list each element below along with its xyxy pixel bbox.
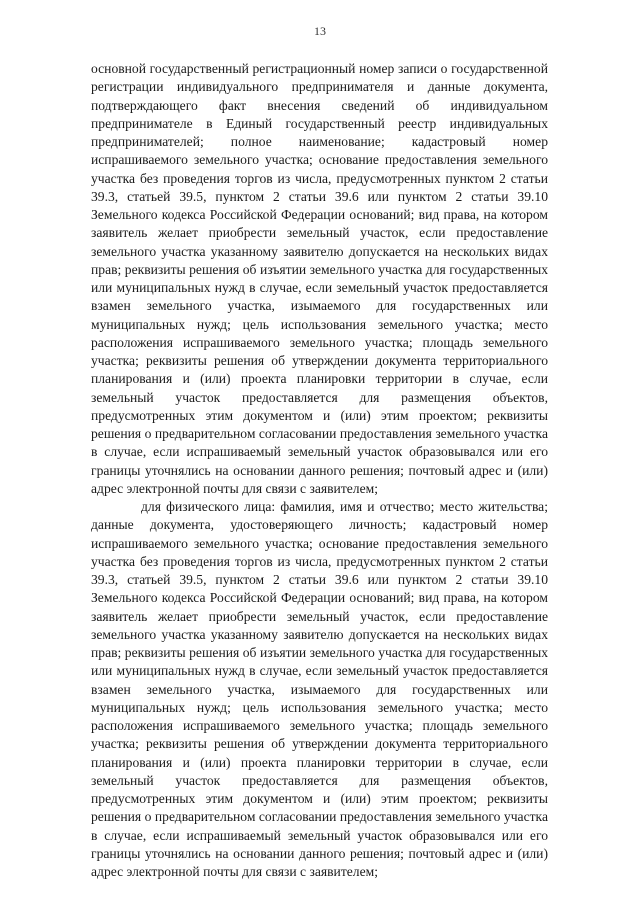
paragraph-continuation: основной государственный регистрационный номер записи о государственной регистрации индивидуального предпринимателя и данные документа, подтверждающего факт внесения сведений об индивидуальном предпринимателе в Единый государственный реестр индивидуальных предпринимателей; полное наименование; кадастровый номер испрашиваемого земельного участка; основание предоставления земельного участка без проведения торгов из числа, предусмотренных пунктом 2 статьи 39.3, статьей 39.5, пунктом 2 статьи 39.6 или пунктом 2 статьи 39.10 Земельного кодекса Российской Федерации оснований; вид права, на котором заявитель желает приобрести земельный участок, если предоставление земельного участка указанному заявителю допускается на нескольких видах прав; реквизиты решения об изъятии земельного участка для государственных или муниципальных нужд в случае, если земельный участок предоставляется взамен земельного участка, изымаемого для государственных или муниципальных нужд; цель использования земельного участка; место расположения испрашиваемого земельного участка; площадь земельного участка; реквизиты решения об утверждении документа территориального планирования и (или) проекта планировки территории в случае, если земельный участок предоставляется для размещения объектов, предусмотренных этим документом и (или) этим проектом; реквизиты решения о предварительном согласовании предоставления земельного участка в случае, если испрашиваемый земельный участок образовывался или его границы уточнялись на основании данного решения; почтовый адрес и (или) адрес электронной почты для связи с заявителем; (91, 61, 548, 496)
document-body (91, 60, 548, 881)
page-number: 13 (314, 24, 326, 38)
paragraph-individual: для физического лица: фамилия, имя и отчество; место жительства; данные документа, удостоверяющего личность; кадастровый номер испрашиваемого земельного участка; основание предоставления земельного участка без проведения торгов из числа, предусмотренных пунктом 2 статьи 39.3, статьей 39.5, пунктом 2 статьи 39.6 или пунктом 2 статьи 39.10 Земельного кодекса Российской Федерации оснований; вид права, на котором заявитель желает приобрести земельный участок, если предоставление земельного участка указанному заявителю допускается на нескольких видах прав; реквизиты решения об изъятии земельного участка для государственных или муниципальных нужд в случае, если земельный участок предоставляется взамен земельного участка, изымаемого для государственных или муниципальных нужд; цель использования земельного участка; место расположения испрашиваемого земельного участка; площадь земельного участка; реквизиты решения об утверждении документа территориального планирования и (или) проекта планировки территории в случае, если земельный участок предоставляется для размещения объектов, предусмотренных этим документом и (или) этим проектом; реквизиты решения о предварительном согласовании предоставления земельного участка в случае, если испрашиваемый земельный участок образовывался или его границы уточнялись на основании данного решения; почтовый адрес и (или) адрес электронной почты для связи с заявителем; (91, 499, 548, 879)
